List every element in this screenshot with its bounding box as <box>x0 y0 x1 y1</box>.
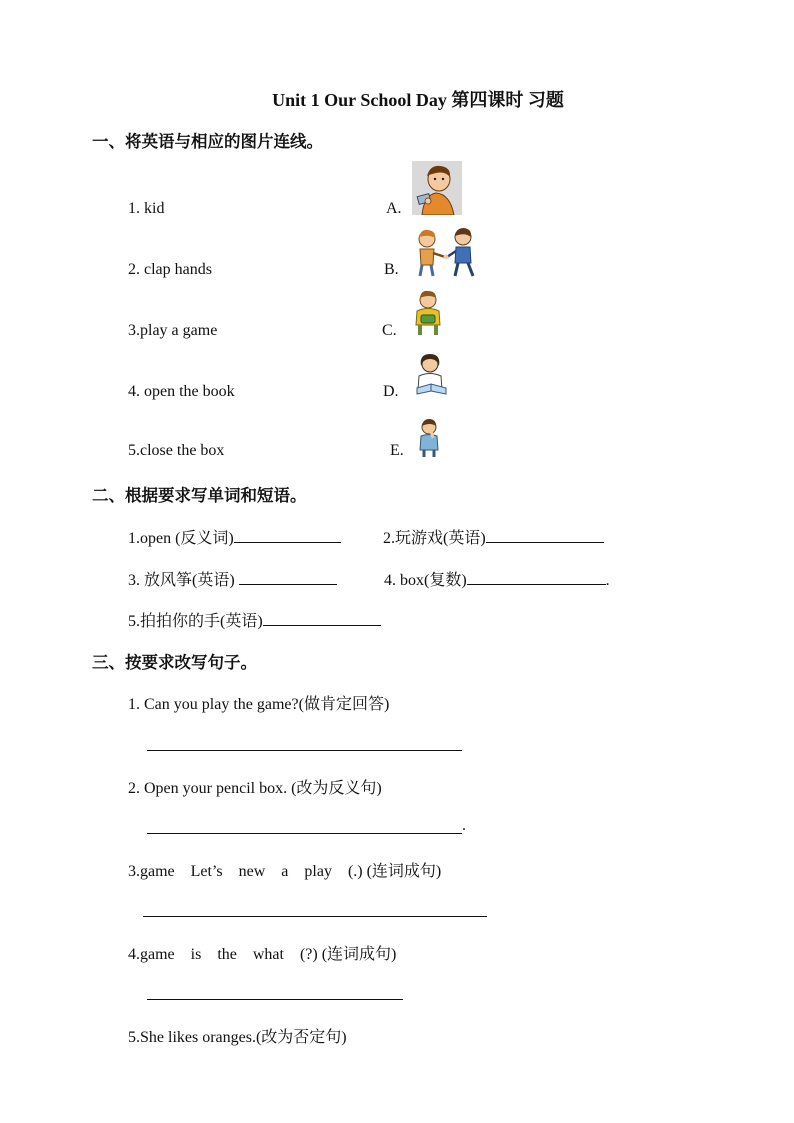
option-d-label: D. <box>383 383 399 400</box>
picture-a-kid <box>412 161 462 215</box>
match-item-3: 3.play a game <box>128 322 218 339</box>
q2-1-text: 1.open (反义词) <box>128 530 234 547</box>
q3-1-text: 1. Can you play the game?(做肯定回答) <box>128 696 390 713</box>
page-title: Unit 1 Our School Day 第四课时 习题 <box>272 90 564 110</box>
match-item-4: 4. open the book <box>128 383 235 400</box>
match-item-2: 2. clap hands <box>128 261 212 278</box>
q3-4-answer-line[interactable] <box>147 999 403 1000</box>
q2-3-answer-blank[interactable] <box>239 570 337 585</box>
q2-5-answer-blank[interactable] <box>263 611 381 626</box>
q2-4-period: . <box>605 572 610 589</box>
q3-3-answer-line[interactable] <box>143 916 487 917</box>
q3-5-text: 5.She likes oranges.(改为否定句) <box>128 1029 347 1046</box>
section-1-heading: 一、将英语与相应的图片连线。 <box>92 132 323 151</box>
q2-1 <box>128 525 341 548</box>
q2-4-answer-blank[interactable] <box>467 570 606 585</box>
section-3-heading: 三、按要求改写句子。 <box>92 653 257 672</box>
q2-4 <box>384 567 610 590</box>
section-2-heading: 二、根据要求写单词和短语。 <box>92 486 307 505</box>
q3-3-text: 3.game Let’s new a play (.) (连词成句) <box>128 863 442 880</box>
q2-5-text: 5.拍拍你的手(英语) <box>128 613 263 630</box>
option-a-label: A. <box>386 200 402 217</box>
picture-e-close-box <box>417 418 441 458</box>
picture-d-open-book <box>413 352 449 398</box>
q2-2-answer-blank[interactable] <box>486 528 604 543</box>
q3-1-answer-line[interactable] <box>147 750 462 751</box>
match-item-1: 1. kid <box>128 200 165 217</box>
q2-3 <box>128 567 337 590</box>
q2-2 <box>383 525 604 548</box>
picture-b-clap-hands <box>411 227 483 277</box>
q3-4-text: 4.game is the what (?) (连词成句) <box>128 946 397 963</box>
picture-c-play-game <box>412 289 444 337</box>
q3-2-answer-line[interactable] <box>147 833 462 834</box>
q2-4-text: 4. box(复数) <box>384 572 467 589</box>
option-c-label: C. <box>382 322 397 339</box>
option-b-label: B. <box>384 261 399 278</box>
q2-3-text: 3. 放风筝(英语) <box>128 572 239 589</box>
q2-5 <box>128 608 381 631</box>
q2-1-answer-blank[interactable] <box>234 528 341 543</box>
q3-2-text: 2. Open your pencil box. (改为反义句) <box>128 780 382 797</box>
match-item-5: 5.close the box <box>128 442 225 459</box>
q2-2-text: 2.玩游戏(英语) <box>383 530 486 547</box>
option-e-label: E. <box>390 442 404 459</box>
q3-2-period: . <box>462 817 466 834</box>
